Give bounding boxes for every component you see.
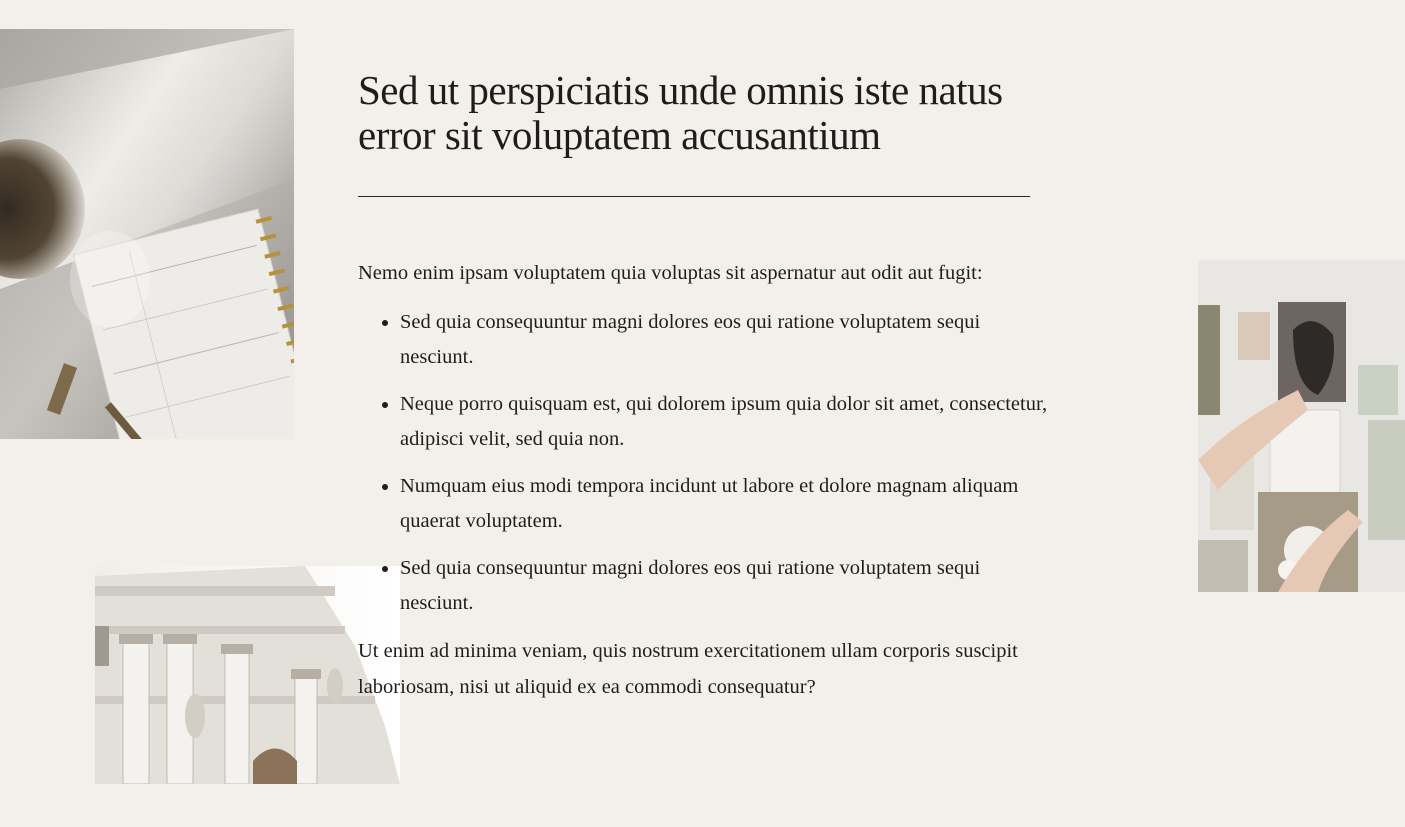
desk-planner-image (0, 29, 294, 439)
article-closing: Ut enim ad minima veniam, quis nostrum exercitationem ullam corporis suscipit laboriosam, nisi ut aliquid ex ea commodi consequatur? (358, 640, 1018, 698)
bullet-list (358, 305, 1058, 621)
classical-building-image (95, 566, 400, 784)
bullet-item: Numquam eius modi tempora incidunt ut labore et dolore magnam aliquam quaerat voluptatem. (400, 469, 1050, 539)
desk-planner-photo (0, 29, 294, 439)
classical-building-photo (95, 566, 400, 784)
article-title: Sed ut perspiciatis unde omnis iste natus error sit voluptatem accusantium (358, 67, 1003, 158)
moodboard-photo (1198, 260, 1405, 592)
article-intro: Nemo enim ipsam voluptatem quia voluptas sit aspernatur aut odit aut fugit: (358, 262, 983, 284)
bullet-item: Sed quia consequuntur magni dolores eos qui ratione voluptatem sequi nesciunt. (400, 305, 1050, 375)
article (358, 62, 1058, 705)
bullet-item: Neque porro quisquam est, qui dolorem ipsum quia dolor sit amet, consectetur, adipisci velit, sed quia non. (400, 387, 1050, 457)
bullet-item: Sed quia consequuntur magni dolores eos qui ratione voluptatem sequi nesciunt. (400, 551, 1050, 621)
title-divider (358, 196, 1030, 197)
moodboard-image (1198, 260, 1405, 592)
